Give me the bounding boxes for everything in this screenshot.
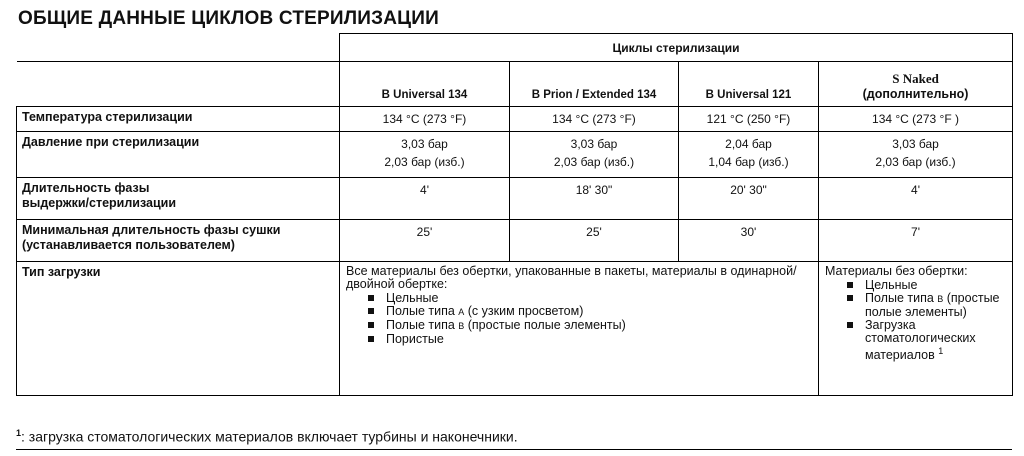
table-row-temperature	[17, 107, 1013, 132]
load-intro: Материалы без обертки:	[825, 264, 968, 278]
load-list	[825, 279, 1006, 362]
list-item: Полые типа B (простые полые элементы)	[364, 319, 812, 333]
table-cell: 134 °C (273 °F)	[510, 107, 679, 132]
divider	[16, 449, 1012, 450]
table-cell: 134 °C (273 °F )	[819, 107, 1013, 132]
empty-corner	[17, 62, 340, 107]
table-cell: 20' 30"	[679, 178, 819, 220]
table-cell: 2,04 бар 1,04 бар (изб.)	[679, 132, 819, 178]
row-label: Давление при стерилизации	[17, 132, 340, 178]
row-label: Длительность фазы выдержки/стерилизации	[17, 178, 340, 220]
table-cell: 4'	[340, 178, 510, 220]
table-cell: 25'	[510, 220, 679, 262]
table-cell: 4'	[819, 178, 1013, 220]
row-label: Минимальная длительность фазы сушки (устанавливается пользователем)	[17, 220, 340, 262]
table-row-pressure	[17, 132, 1013, 178]
list-item: Полые типа A (с узким просветом)	[364, 305, 812, 319]
footnote-ref: 1	[938, 346, 944, 356]
table-cell: 134 °C (273 °F)	[340, 107, 510, 132]
empty-corner	[17, 34, 340, 62]
table-cell: 18' 30"	[510, 178, 679, 220]
list-item: Цельные	[364, 292, 812, 305]
table-cell: 3,03 бар 2,03 бар (изб.)	[819, 132, 1013, 178]
load-list	[346, 292, 812, 346]
cycles-group-header: Циклы стерилизации	[340, 34, 1013, 62]
footnote-marker: 1	[16, 428, 22, 438]
load-type-general	[340, 262, 819, 396]
table-row-dry-time	[17, 220, 1013, 262]
load-intro: Все материалы без обертки, упакованные в пакеты, материалы в одинарной/двойной обертке:	[346, 264, 797, 291]
load-type-naked	[819, 262, 1013, 396]
list-item: Цельные	[843, 279, 1006, 292]
row-label: Температура стерилизации	[17, 107, 340, 132]
list-item: Загрузка стоматологических материалов $^1$	[843, 319, 1006, 362]
cycle-header-b-prion-extended-134: B Prion / Extended 134	[510, 62, 679, 107]
list-item: Пористые	[364, 333, 812, 346]
list-item: Полые типа B (простые полые элементы)	[843, 292, 1006, 319]
footnote	[16, 428, 518, 445]
table-row-hold-time	[17, 178, 1013, 220]
table-row-load-type	[17, 262, 1013, 396]
footnote-text: : загрузка стоматологических материалов включает турбины и наконечники.	[21, 428, 518, 445]
table-cell: 25'	[340, 220, 510, 262]
cycle-header-s-naked: S Naked (дополнительно)	[819, 62, 1013, 107]
cycle-header-b-universal-134: B Universal 134	[340, 62, 510, 107]
table-cell: 3,03 бар 2,03 бар (изб.)	[510, 132, 679, 178]
page-title: ОБЩИЕ ДАННЫЕ ЦИКЛОВ СТЕРИЛИЗАЦИИ	[18, 8, 439, 29]
table-cell: 121 °C (250 °F)	[679, 107, 819, 132]
sterilization-cycles-table	[16, 33, 1013, 396]
table-cell: 30'	[679, 220, 819, 262]
row-label: Тип загрузки	[17, 262, 340, 396]
table-cell: 3,03 бар 2,03 бар (изб.)	[340, 132, 510, 178]
cycle-header-b-universal-121: B Universal 121	[679, 62, 819, 107]
table-cell: 7'	[819, 220, 1013, 262]
